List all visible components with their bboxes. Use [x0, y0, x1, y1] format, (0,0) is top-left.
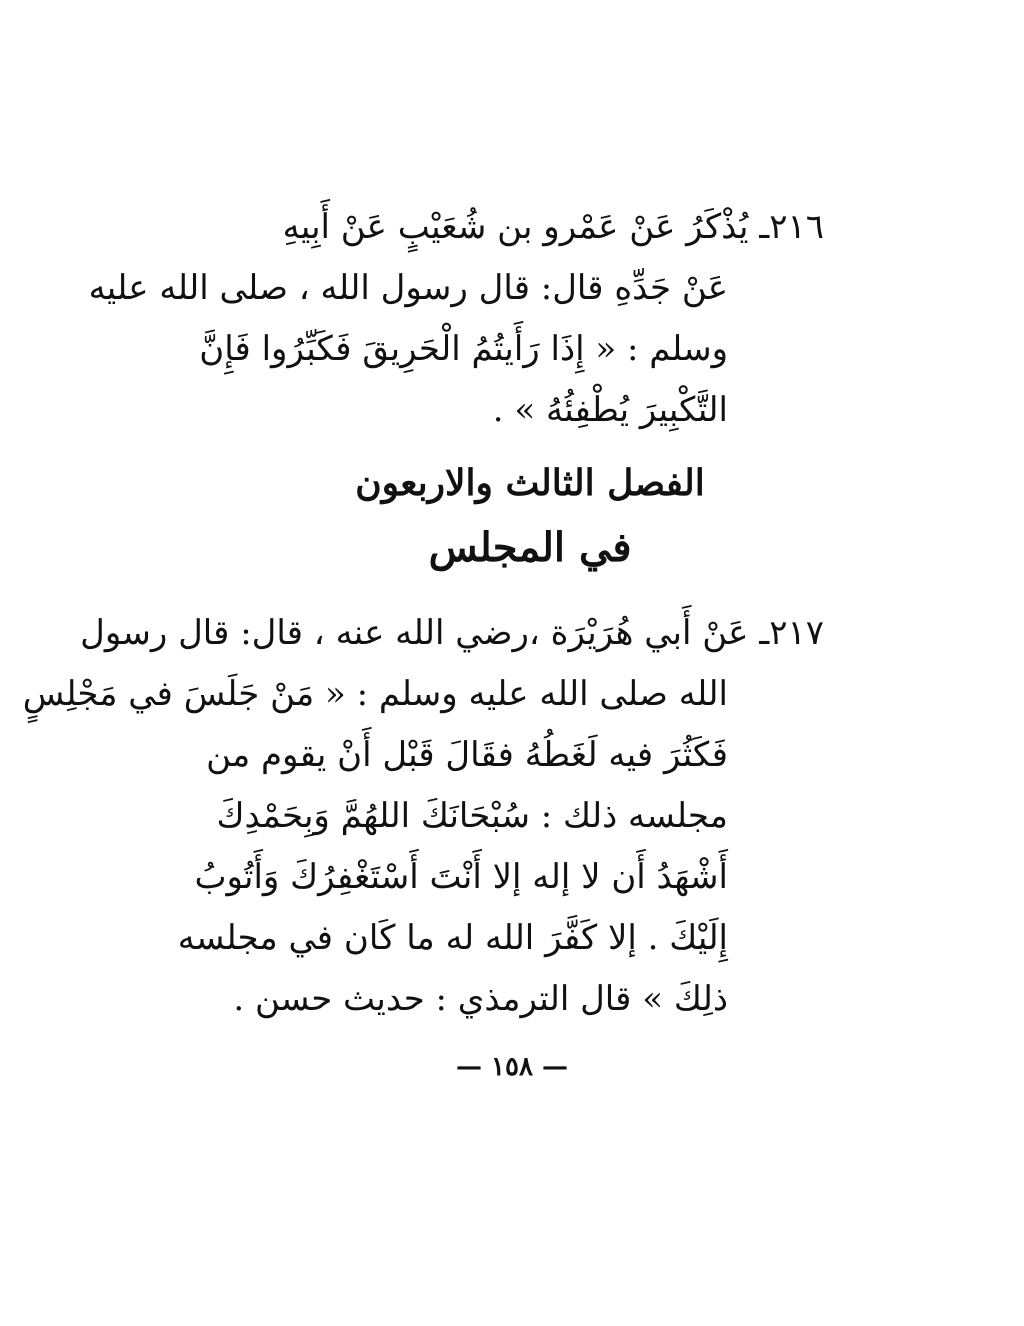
hadith-216-line-4: التَّكْبِيرَ يُطْفِئُهُ » . — [492, 390, 728, 430]
chapter-subtitle: في المجلس — [428, 524, 632, 571]
hadith-217-line-2: الله صلى الله عليه وسلم : « مَنْ جَلَسَ في مَجْلِسٍ — [22, 674, 728, 714]
hadith-216-line-3: وسلم : « إِذَا رَأَيتُمُ الْحَرِيقَ فَكَبِّرُوا فَإِنَّ — [199, 329, 728, 369]
hadith-217-line-5: أَشْهَدُ أَن لا إله إلا أَنْتَ أَسْتَغْفِرُكَ وَأَتُوبُ — [194, 857, 728, 897]
hadith-217-line-6: إِلَيْكَ . إلا كَفَّرَ الله له ما كَان في مجلسه — [177, 918, 728, 958]
page-number: — ١٥٨ — — [455, 1052, 569, 1082]
hadith-217 — [22, 603, 824, 1030]
hadith-216 — [88, 197, 824, 441]
hadith-216-line-2: عَنْ جَدِّهِ قال: قال رسول الله ، صلى الله عليه — [88, 268, 728, 308]
hadith-217-line-4: مجلسه ذلك : سُبْحَانَكَ اللهُمَّ وَبِحَمْدِكَ — [216, 796, 728, 836]
hadith-216-line-1: ٢١٦ـ يُذْكَرُ عَنْ عَمْرو بن شُعَيْبٍ عَنْ أَبِيهِ — [282, 207, 824, 247]
hadith-217-line-1: ٢١٧ـ عَنْ أَبي هُرَيْرَة ،رضي الله عنه ، قال: قال رسول — [80, 613, 824, 653]
hadith-217-line-3: فَكَثُرَ فيه لَغَطُهُ فقَالَ قَبْل أَنْ يقوم من — [206, 735, 728, 775]
hadith-217-line-7: ذلِكَ » قال الترمذي : حديث حسن . — [233, 979, 728, 1019]
chapter-title: الفصل الثالث والاربعون — [355, 462, 705, 504]
